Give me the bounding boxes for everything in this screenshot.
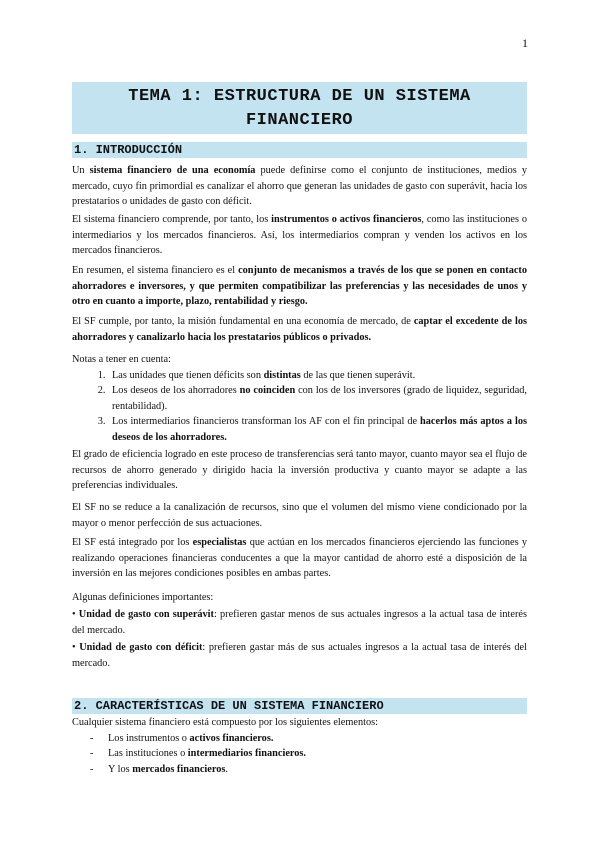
notes-list <box>72 368 527 446</box>
list-item: 2. Los deseos de los ahorradores no coinciden con los de los inversores (grado de liquidez, seguridad, rentabilidad). <box>108 383 527 414</box>
page-number: 1 <box>522 36 528 50</box>
bullet-icon: • <box>72 609 76 620</box>
notes-block <box>72 352 527 446</box>
paragraph-summary: En resumen, el sistema financiero es el conjunto de mecanismos a través de los que se ponen en contacto ahorradores e inversores, y que permiten compatibilizar las preferencias y las necesidades de unos y otro en cuanto a importe, plazo, rentabilidad y riesgo. <box>72 265 527 308</box>
definition-surplus: • Unidad de gasto con superávit: prefieren gastar menos de sus actuales ingresos a la actual tasa de interés del mercado. <box>72 609 527 636</box>
definition-deficit: • Unidad de gasto con déficit: prefieren gastar más de sus actuales ingresos a la actual tasa de interés del mercado. <box>72 642 527 669</box>
document-title <box>72 82 527 134</box>
list-item: - Los instrumentos o activos financieros. <box>90 731 527 747</box>
list-item: - Las instituciones o intermediarios financieros. <box>90 746 527 762</box>
title-line-2: FINANCIERO <box>245 111 354 130</box>
paragraph-definition: Un sistema financiero de una economía puede definirse como el conjunto de instituciones, medios y mercado, cuyo fin primordial es canalizar el ahorro que generan las unidades de gasto con superávit, hacia los prestatarios o unidades de gasto con déficit. <box>72 165 527 208</box>
paragraph-efficiency: El grado de eficiencia logrado en este proceso de transferencias será tanto mayor, cuanto mayor sea el flujo de recursos de ahorro generado y dirigido hacia la inversión productiva y cuanto mayor se adapte a las preferencias individuales. <box>72 449 527 492</box>
paragraph-specialists: El SF está integrado por los especialistas que actúan en los mercados financieros ejerciendo las funciones y realizando operaciones financieras conducentes a que la mayor cantidad de ahorro esté a disposición de la inversión en las mejores condiciones posibles en ambas partes. <box>72 537 527 580</box>
list-item: 1. Las unidades que tienen déficits son distintas de las que tienen superávit. <box>108 368 527 384</box>
title-line-1: TEMA 1: ESTRUCTURA DE UN SISTEMA <box>128 87 471 106</box>
definitions-intro: Algunas definiciones importantes: <box>72 592 214 603</box>
list-item: - Y los mercados financieros. <box>90 762 527 778</box>
notes-intro: Notas a tener en cuenta: <box>72 354 171 365</box>
section-2-intro: Cualquier sistema financiero está compuesto por los siguientes elementos: <box>72 717 378 728</box>
section-2-heading: 2. CARACTERÍSTICAS DE UN SISTEMA FINANCIERO <box>72 698 527 714</box>
list-item: 3. Los intermediarios financieros transforman los AF con el fin principal de hacerlos más aptos a los deseos de los ahorradores. <box>108 414 527 445</box>
bullet-icon: • <box>72 642 76 653</box>
paragraph-mission: El SF cumple, por tanto, la misión fundamental en una economía de mercado, de captar el excedente de los ahorradores y canalizarlo hacia los prestatarios públicos o privados. <box>72 316 527 343</box>
elements-list <box>72 731 527 778</box>
section-1-heading: 1. INTRODUCCIÓN <box>72 142 527 158</box>
paragraph-volume: El SF no se reduce a la canalización de recursos, sino que el volumen del mismo viene condicionado por la mayor o menor perfección de sus actuaciones. <box>72 502 527 529</box>
section-2-body <box>72 715 527 777</box>
paragraph-components: El sistema financiero comprende, por tanto, los instrumentos o activos financieros, como las instituciones o intermediarios y los mercados financieros. Así, los intermediarios compran y venden los activos en los mercados financieros. <box>72 214 527 257</box>
